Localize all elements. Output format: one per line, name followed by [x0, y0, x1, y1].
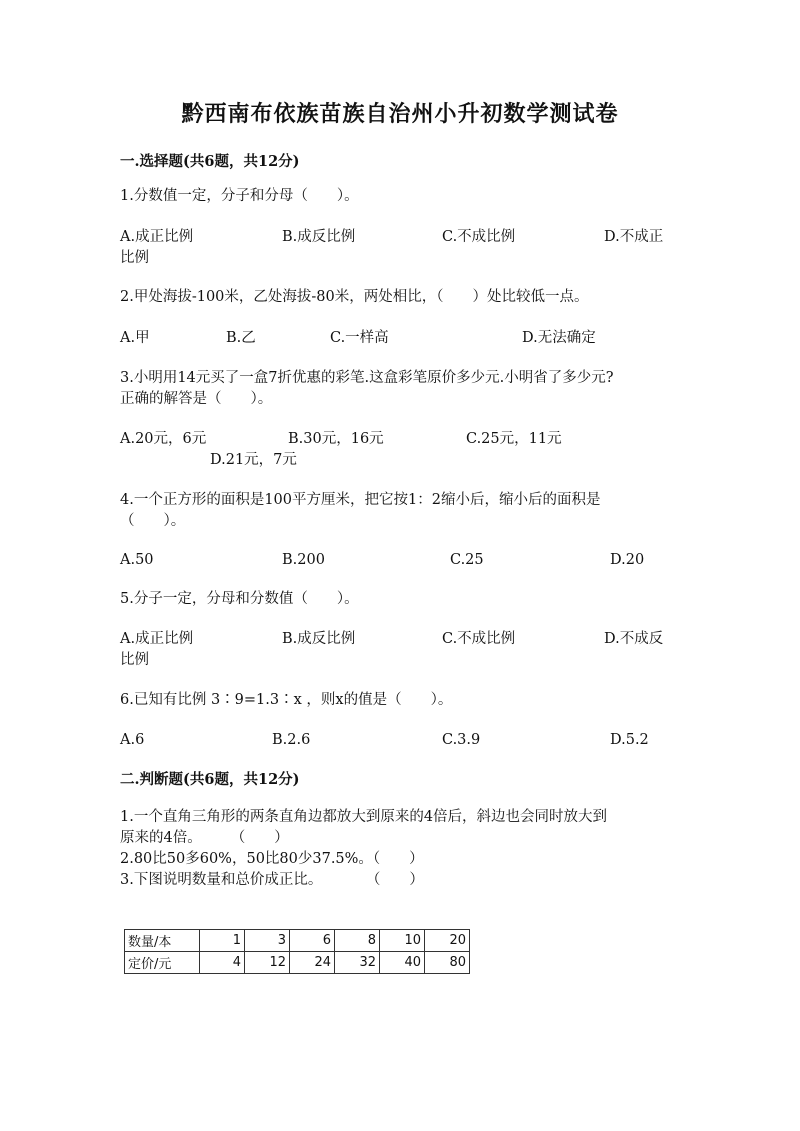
- q1-option-c: C.不成比例: [442, 229, 516, 245]
- judge-question-1-line-2: 原来的4倍。 （ ）: [120, 830, 289, 846]
- table-row: [125, 930, 470, 952]
- question-5: 5.分子一定，分母和分数值（ ）。: [120, 591, 359, 607]
- q2-option-c: C.一样高: [330, 330, 389, 346]
- table-cell: 3: [245, 930, 290, 952]
- q3-option-b: B.30元，16元: [288, 431, 384, 447]
- question-4-line-1: 4.一个正方形的面积是100平方厘米，把它按1：2缩小后，缩小后的面积是: [120, 492, 601, 508]
- q6-option-b: B.2.6: [272, 732, 311, 748]
- q5-option-d-wrap: 比例: [120, 652, 149, 668]
- section-heading-judgement: 二.判断题(共6题，共12分): [120, 771, 300, 788]
- q6-option-d: D.5.2: [610, 732, 649, 748]
- q1-option-a: A.成正比例: [120, 229, 194, 245]
- table-cell: 4: [200, 952, 245, 974]
- q1-option-d: D.不成正: [604, 229, 664, 245]
- question-3-line-1: 3.小明用14元买了一盒7折优惠的彩笔.这盒彩笔原价多少元.小明省了多少元?: [120, 370, 614, 386]
- table-cell: 80: [425, 952, 470, 974]
- price-quantity-table: [124, 929, 470, 974]
- q4-option-b: B.200: [282, 552, 325, 568]
- q5-option-d: D.不成反: [604, 631, 664, 647]
- q3-option-d: D.21元，7元: [210, 452, 297, 468]
- question-4-line-2: （ ）。: [120, 513, 186, 529]
- q4-option-d: D.20: [610, 552, 645, 568]
- q2-option-a: A.甲: [120, 330, 150, 346]
- q3-option-c: C.25元，11元: [466, 431, 562, 447]
- q4-option-c: C.25: [450, 552, 484, 568]
- page-title: 黔西南布依族苗族自治州小升初数学测试卷: [181, 101, 619, 127]
- table-cell: 40: [380, 952, 425, 974]
- table-cell: 8: [335, 930, 380, 952]
- table-cell: 6: [290, 930, 335, 952]
- judge-question-2: 2.80比50多60%，50比80少37.5%。（ ）: [120, 851, 424, 867]
- q2-option-d: D.无法确定: [522, 330, 596, 346]
- section-heading-choice: 一.选择题(共6题，共12分): [120, 153, 300, 170]
- q3-option-a: A.20元，6元: [120, 431, 207, 447]
- q2-option-b: B.乙: [226, 330, 256, 346]
- q1-option-d-wrap: 比例: [120, 250, 149, 266]
- table-cell: 12: [245, 952, 290, 974]
- q5-option-c: C.不成比例: [442, 631, 516, 647]
- question-3-line-2: 正确的解答是（ ）。: [120, 391, 273, 407]
- q4-option-a: A.50: [120, 552, 154, 568]
- table-cell: 1: [200, 930, 245, 952]
- question-1: 1.分数值一定，分子和分母（ ）。: [120, 188, 359, 204]
- q5-option-a: A.成正比例: [120, 631, 194, 647]
- judge-question-1-line-1: 1.一个直角三角形的两条直角边都放大到原来的4倍后，斜边也会同时放大到: [120, 809, 608, 825]
- q6-option-c: C.3.9: [442, 732, 481, 748]
- table-cell: 10: [380, 930, 425, 952]
- table-cell: 20: [425, 930, 470, 952]
- q6-option-a: A.6: [120, 732, 145, 748]
- q1-option-b: B.成反比例: [282, 229, 356, 245]
- table-row-label: 数量/本: [125, 930, 200, 952]
- table-cell: 32: [335, 952, 380, 974]
- table-row: [125, 952, 470, 974]
- question-2: 2.甲处海拔-100米，乙处海拔-80米，两处相比，（ ）处比较低一点。: [120, 289, 589, 305]
- question-6: 6.已知有比例 3∶9=1.3∶x ，则x的值是（ ）。: [120, 692, 453, 708]
- table-cell: 24: [290, 952, 335, 974]
- table-row-label: 定价/元: [125, 952, 200, 974]
- judge-question-3: 3.下图说明数量和总价成正比。 （ ）: [120, 872, 424, 888]
- q5-option-b: B.成反比例: [282, 631, 356, 647]
